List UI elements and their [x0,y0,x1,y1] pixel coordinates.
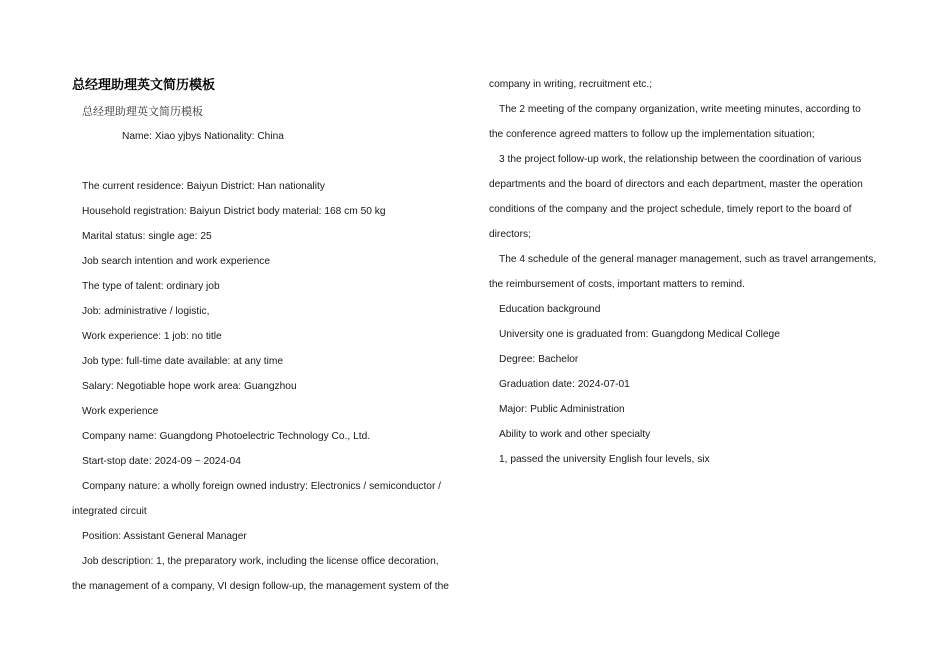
text-line-university: University one is graduated from: Guangdong Medical College [499,329,780,340]
section-heading-work-experience: Work experience [82,406,159,417]
text-line-desc-cont: company in writing, recruitment etc.; [489,79,653,90]
text-line-degree: Degree: Bachelor [499,354,579,365]
text-line-duty-4-cont: the reimbursement of costs, important matters to remind. [489,279,745,290]
text-line-name: Name: Xiao yjbys Nationality: China [122,131,284,142]
section-heading-ability: Ability to work and other specialty [499,429,651,440]
text-line-company-nature-cont: integrated circuit [72,506,147,517]
right-text-block [489,72,881,472]
text-line-talent-type: The type of talent: ordinary job [82,281,220,292]
text-line-duty-2: The 2 meeting of the company organization, write meeting minutes, according to [499,104,861,115]
text-line-duty-3: 3 the project follow-up work, the relationship between the coordination of various [499,154,862,165]
document-title: 总经理助理英文简历模板 [72,77,216,92]
text-line-duty-3-cont-a: departments and the board of directors and each department, master the operation [489,179,863,190]
blank-line [72,149,460,174]
text-line-duty-2-cont: the conference agreed matters to follow up the implementation situation; [489,129,815,140]
text-line-duty-3-cont-c: directors; [489,229,531,240]
text-line-duty-3-cont-b: conditions of the company and the project schedule, timely report to the board of [489,204,852,215]
text-line-english-level: 1, passed the university English four levels, six [499,454,710,465]
text-line-position: Position: Assistant General Manager [82,531,247,542]
text-line-salary: Salary: Negotiable hope work area: Guangzhou [82,381,297,392]
text-line-major: Major: Public Administration [499,404,625,415]
text-line-work-exp-summary: Work experience: 1 job: no title [82,331,222,342]
text-line-residence: The current residence: Baiyun District: Han nationality [82,181,325,192]
text-line-job-type: Job type: full-time date available: at any time [82,356,284,367]
text-line-intention: Job search intention and work experience [82,256,271,267]
text-line-company-nature: Company nature: a wholly foreign owned industry: Electronics / semiconductor / [82,481,441,492]
text-line-start-stop: Start-stop date: 2024-09 ~ 2024-04 [82,456,241,467]
text-line-company-name: Company name: Guangdong Photoelectric Technology Co., Ltd. [82,431,371,442]
text-line-duty-4: The 4 schedule of the general manager management, such as travel arrangements, [499,254,877,265]
section-heading-education: Education background [499,304,601,315]
document-subtitle: 总经理助理英文简历模板 [82,105,203,118]
text-line-household: Household registration: Baiyun District body material: 168 cm 50 kg [82,206,386,217]
left-text-block [72,124,460,599]
text-line-marital: Marital status: single age: 25 [82,231,212,242]
text-line-job: Job: administrative / logistic, [82,306,210,317]
text-line-graduation-date: Graduation date: 2024-07-01 [499,379,630,390]
text-line-job-description: Job description: 1, the preparatory work, including the license office decoration, [82,556,439,567]
text-line-job-description-cont: the management of a company, VI design follow-up, the management system of the [72,581,449,592]
